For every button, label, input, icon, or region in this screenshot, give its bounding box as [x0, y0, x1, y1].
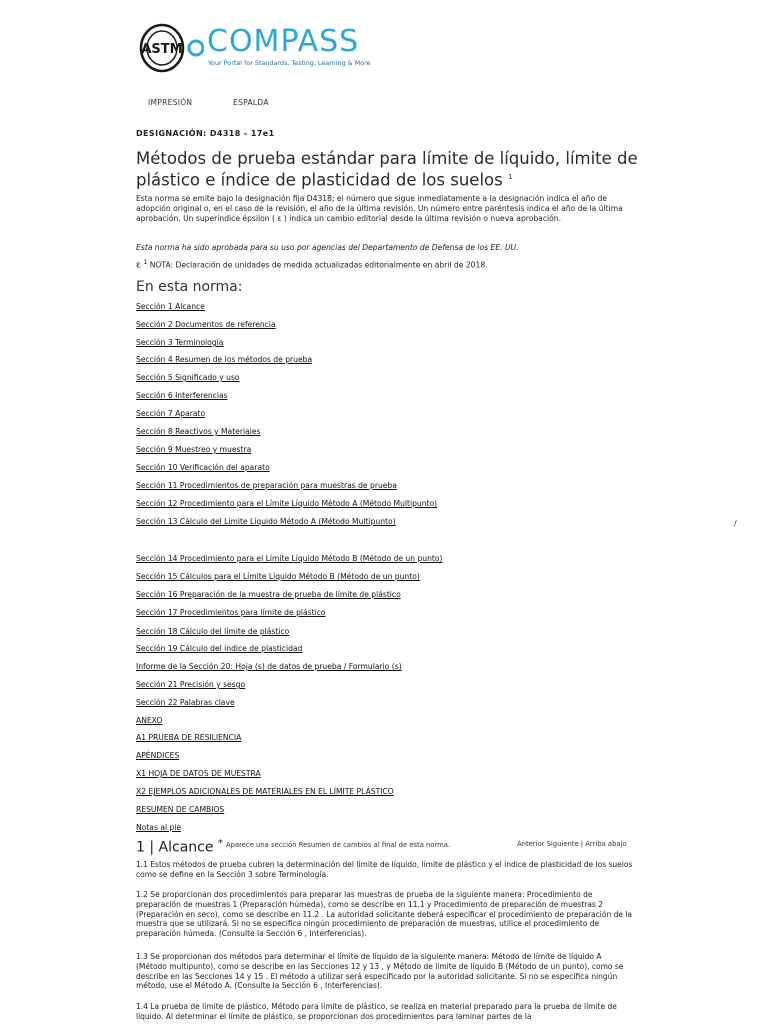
toc-link[interactable]: RESUMEN DE CAMBIOS [136, 805, 225, 814]
toc-link[interactable]: Sección 10 Verificación del aparato [136, 463, 270, 472]
epsilon-sup: 1 [143, 259, 148, 266]
epsilon-note-text: NOTA: Declaración de unidades de medida actualizadas editorialmente en abril de 2018. [149, 260, 488, 270]
toc-link[interactable]: Sección 15 Cálculos para el Límite Líquido Método B (Método de un punto) [136, 572, 420, 581]
toc-link[interactable]: Sección 7 Aparato [136, 409, 206, 418]
toc-link[interactable]: Sección 16 Preparación de la muestra de prueba de límite de plástico [136, 590, 401, 599]
epsilon-symbol: ε [136, 260, 141, 271]
toc-link[interactable]: Sección 2 Documentos de referencia [136, 320, 276, 329]
paragraph-1-1: 1.1 Estos métodos de prueba cubren la determinación del límite de líquido, límite de plástico y el índice de plasticidad de los suelos como se define en la Sección 3 sobre Terminología. [136, 860, 633, 879]
paragraph-1-2: 1.2 Se proporcionan dos procedimientos para preparar las muestras de prueba de la siguiente manera: Procedimiento de preparación de muestras 1 (Preparación húmeda), como se describe en 11.1 y Procedimiento de preparación de muestras 2 (Preparación en seco), como se describe en 11.2 . La autoridad solicitante deberá especificar el procedimiento de preparación de la muestra que se utilizará. Si no se especifica ningún procedimiento de preparación de muestras, utilice el procedimiento de preparación húmeda. (Consulte la Sección 6 , Interferencias). [136, 890, 633, 939]
toc-link[interactable]: Sección 22 Palabras clave [136, 698, 235, 707]
toc-link[interactable]: Sección 13 Cálculo del Límite Líquido Método A (Método Multipunto) [136, 517, 396, 526]
svg-text:ASTM: ASTM [141, 42, 183, 57]
toc-link[interactable]: Sección 5 Significado y uso [136, 373, 240, 382]
toc-link[interactable]: Sección 12 Procedimiento para el Límite Líquido Método A (Método Multipunto) [136, 499, 438, 508]
document-title [136, 149, 656, 190]
intro-paragraph: Esta norma se emite bajo la designación fija D4318; el número que sigue inmediatamente a la designación indica el año de adopción original o, en el caso de la revisión, el año de la última revisión. Un número entre paréntesis indica el año de la última aprobación. Un superíndice épsilon ( ε ) indica un cambio editorial desde la última revisión o nueva aprobación. [136, 194, 623, 223]
toc-link[interactable]: Sección 6 Interferencias [136, 391, 228, 400]
print-link[interactable]: IMPRESIÓN [148, 98, 193, 107]
title-text: Métodos de prueba estándar para límite de líquido, límite de plástico e índice de plasticidad de los suelos [136, 149, 638, 190]
toc-link[interactable]: Sección 19 Cálculo del índice de plasticidad [136, 644, 303, 653]
astm-seal-logo[interactable] [136, 22, 204, 74]
toc-link[interactable]: Informe de la Sección 20: Hoja (s) de datos de prueba / Formulario (s) [136, 662, 402, 671]
toc-title: En esta norma: [136, 279, 243, 295]
top-nav [148, 98, 307, 107]
section-1-title: 1 | Alcance [136, 839, 214, 856]
toc-link[interactable]: X2 EJEMPLOS ADICIONALES DE MATERIALES EN EL LÍMITE PLÁSTICO [136, 787, 394, 796]
section-1-note: Aparece una sección Resumen de cambios al final de esta norma. [226, 841, 451, 849]
toc-link[interactable]: APÉNDICES [136, 751, 180, 760]
section-1-heading [136, 838, 223, 856]
approval-note: Esta norma ha sido aprobada para su uso por agencias del Departamento de Defensa de los EE. UU. [136, 243, 519, 252]
epsilon-note [136, 259, 636, 271]
toc-link[interactable]: A1 PRUEBA DE RESILIENCIA [136, 733, 242, 742]
title-footnote[interactable]: 1 [507, 173, 513, 181]
toc-link[interactable]: Sección 3 Terminología [136, 338, 224, 347]
designation: DESIGNACIÓN: D4318 - 17e1 [136, 129, 275, 138]
toc-link[interactable]: Sección 17 Procedimientos para límite de plástico [136, 608, 326, 617]
toc-link[interactable]: Sección 18 Cálculo del límite de plástico [136, 627, 290, 636]
toc-link[interactable]: Notas al pie [136, 823, 182, 832]
paragraph-1-4: 1.4 La prueba de límite de plástico, Método para límite de plástico, se realiza en material preparado para la prueba de límite de líquido. Al determinar el límite de plástico, se proporcionan dos procedimientos para laminar partes de la [136, 1002, 617, 1021]
toc-link[interactable]: X1 HOJA DE DATOS DE MUESTRA [136, 769, 261, 778]
toc-link[interactable]: Sección 11 Procedimientos de preparación para muestras de prueba [136, 481, 397, 490]
brand-name: COMPASS [207, 24, 360, 59]
toc-link[interactable]: Sección 8 Reactivos y Materiales [136, 427, 261, 436]
toc-link[interactable]: Sección 1 Alcance [136, 302, 205, 311]
section-nav-links[interactable]: Anterior Siguiente | Arriba abajo [517, 840, 627, 848]
back-link[interactable]: ESPALDA [233, 98, 269, 107]
toc-link[interactable]: Sección 9 Muestreo y muestra [136, 445, 252, 454]
toc-link[interactable]: ANEXO [136, 716, 163, 725]
paragraph-1-3: 1.3 Se proporcionan dos métodos para determinar el límite de líquido de la siguiente manera: Método de límite de líquido A (Método multipunto), como se describe en las Secciones 12 y 13 , y Método de límite de líquido B (Método de un punto), como se describe en las Secciones 14 y 15 . El método a utilizar será especificado por la autoridad solicitante. Si no se especifica ningún método, use el Método A. (Consulte la Sección 6 , Interferencias). [136, 952, 624, 991]
stray-mark: / [734, 519, 737, 528]
toc-link[interactable]: Sección 21 Precisión y sesgo [136, 680, 246, 689]
toc-link[interactable]: Sección 4 Resumen de los métodos de prueba [136, 355, 313, 364]
toc-link[interactable]: Sección 14 Procedimiento para el Límite Líquido Método B (Método de un punto) [136, 554, 443, 563]
brand-tagline: Your Portal for Standards, Testing, Learning & More [208, 59, 371, 67]
section-1-asterisk[interactable]: * [217, 838, 223, 849]
